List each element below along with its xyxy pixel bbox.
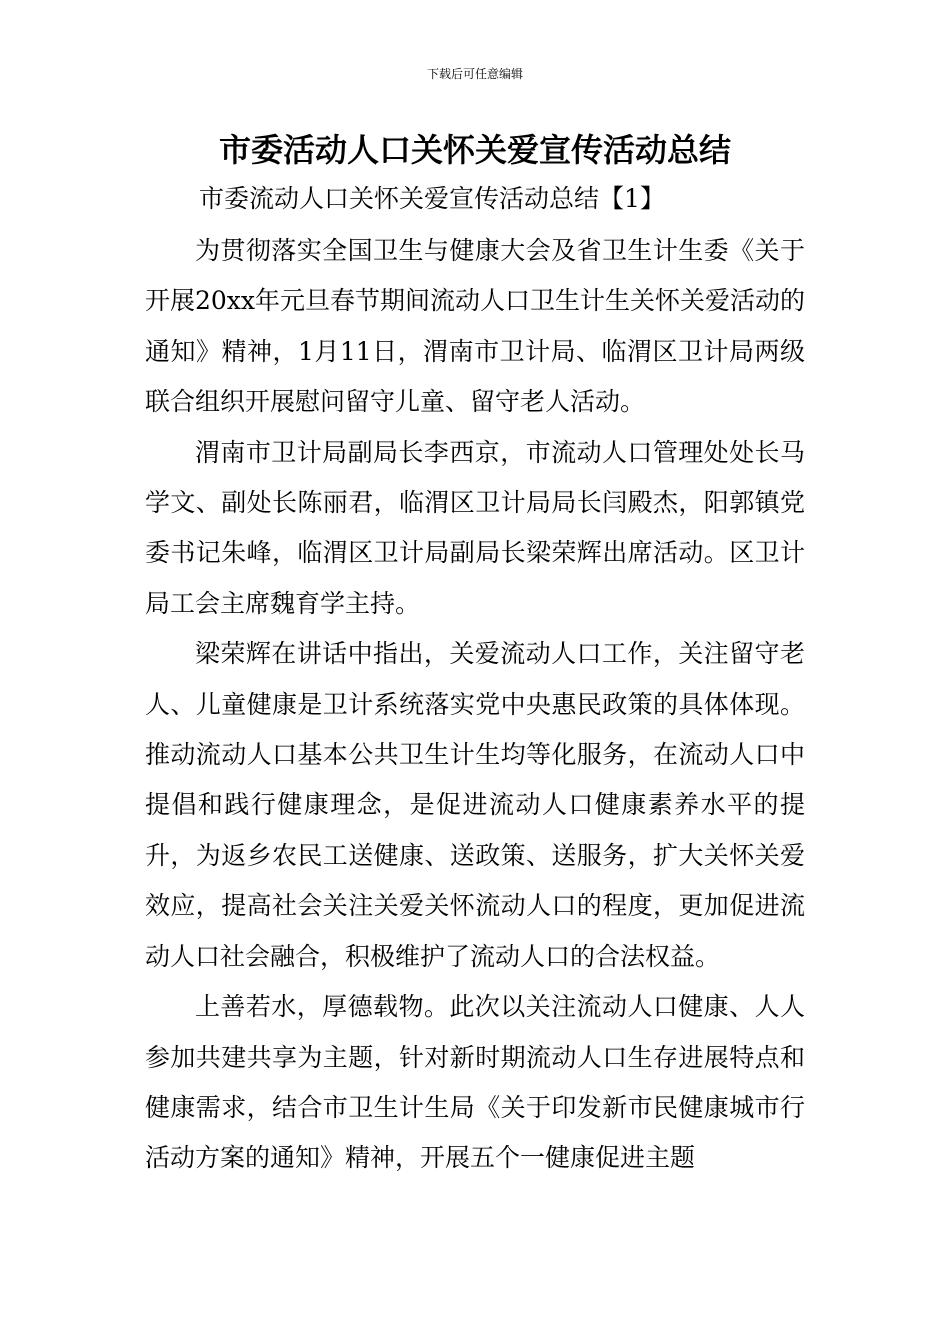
paragraph-1: 为贯彻落实全国卫生与健康大会及省卫生计生委《关于开展20xx年元旦春节期间流动人口卫生计生关怀关爱活动的通知》精神，1月11日，渭南市卫计局、临渭区卫计局两级联合组织开展慰问留守儿童、留守老人活动。 (145, 236, 806, 417)
header-note: 下载后可任意编辑 (426, 67, 523, 81)
paragraph-4: 上善若水，厚德载物。此次以关注流动人口健康、人人参加共建共享为主题，针对新时期流动人口生存进展特点和健康需求，结合市卫生计生局《关于印发新市民健康城市行活动方案的通知》精神，开展五个一健康促进主题 (145, 992, 805, 1173)
paragraph-3: 梁荣辉在讲话中指出，关爱流动人口工作，关注留守老人、儿童健康是卫计系统落实党中央惠民政策的具体体现。推动流动人口基本公共卫生计生均等化服务，在流动人口中提倡和践行健康理念，是促进流动人口健康素养水平的提升，为返乡农民工送健康、送政策、送服务，扩大关怀关爱效应，提高社会关注关爱关怀流动人口的程度，更加促进流动人口社会融合，积极维护了流动人口的合法权益。 (145, 639, 805, 971)
document-subtitle: 市委流动人口关怀关爱宣传活动总结【1】 (199, 184, 665, 213)
paragraph-2: 渭南市卫计局副局长李西京，市流动人口管理处处长马学文、副处长陈丽君，临渭区卫计局局长闫殿杰，阳郭镇党委书记朱峰，临渭区卫计局副局长梁荣辉出席活动。区卫计局工会主席魏育学主持。 (145, 437, 805, 618)
document-body (145, 226, 805, 1184)
document-title: 市委活动人口关怀关爱宣传活动总结 (218, 131, 731, 169)
